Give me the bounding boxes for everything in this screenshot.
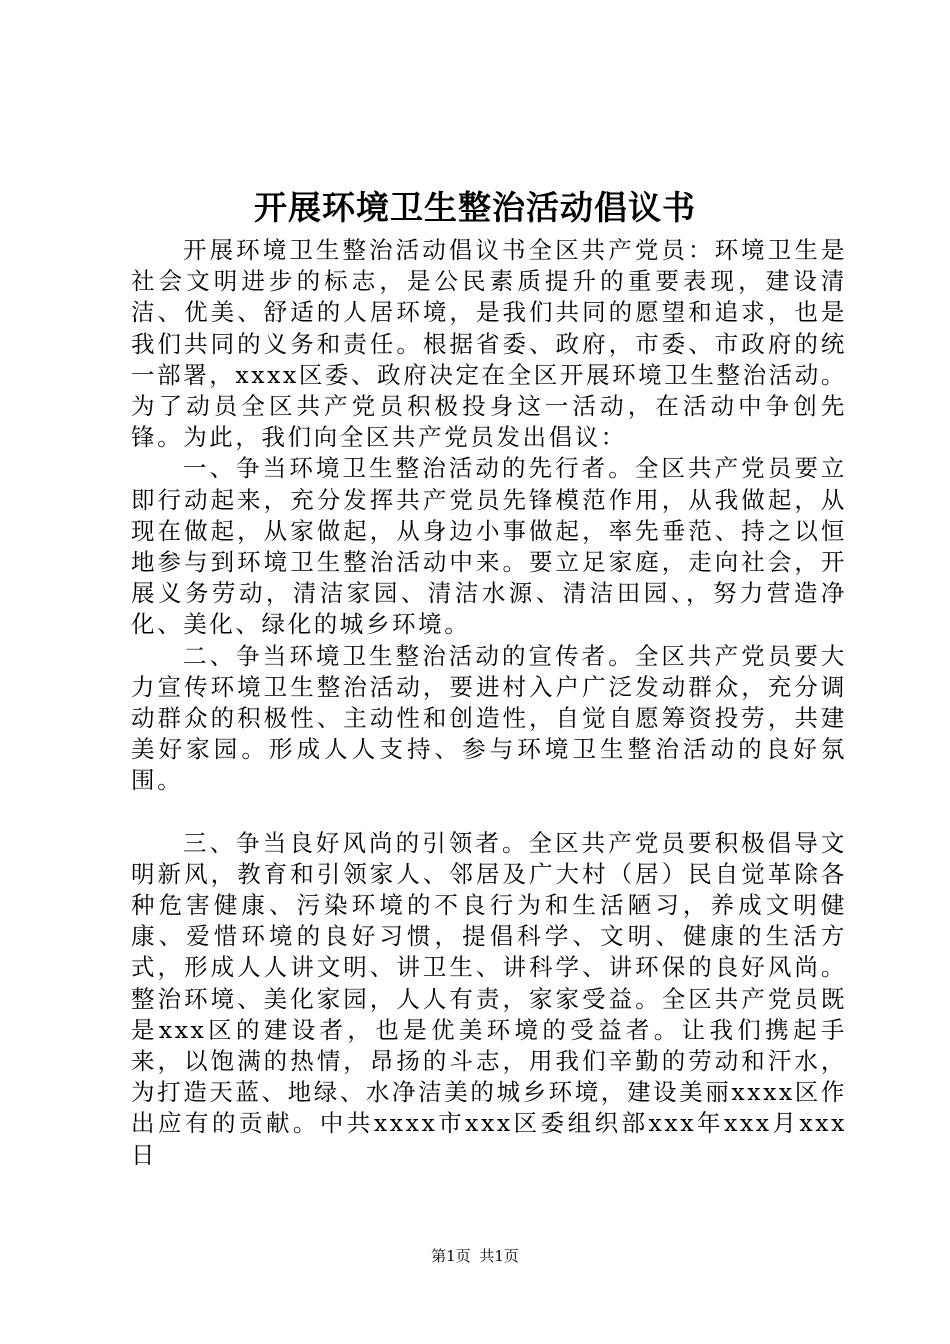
document-body bbox=[131, 235, 847, 1171]
page-footer bbox=[0, 1246, 950, 1266]
proposal-one-paragraph: 一、争当环境卫生整治活动的先行者。全区共产党员要立即行动起来，充分发挥共产党员先锋模范作用，从我做起，从现在做起，从家做起，从身边小事做起，率先垂范、持之以恒地参与到环境卫生整治活动中来。要立足家庭，走向社会，开展义务劳动，清洁家园、清洁水源、清洁田园、，努力营造净化、美化、绿化的城乡环境。 bbox=[131, 454, 847, 639]
intro-paragraph: 开展环境卫生整治活动倡议书全区共产党员：环境卫生是社会文明进步的标志，是公民素质提升的重要表现，建设清洁、优美、舒适的人居环境，是我们共同的愿望和追求，也是我们共同的义务和责任。根据省委、政府，市委、市政府的统一部署，xxxx区委、政府决定在全区开展环境卫生整治活动。为了动员全区共产党员积极投身这一活动，在活动中争创先锋。为此，我们向全区共产党员发出倡议： bbox=[131, 236, 847, 452]
proposal-two-paragraph: 二、争当环境卫生整治活动的宣传者。全区共产党员要大力宣传环境卫生整治活动，要进村入户广泛发动群众，充分调动群众的积极性、主动性和创造性，自觉自愿筹资投劳，共建美好家园。形成人人支持、参与环境卫生整治活动的良好氛围。 bbox=[131, 641, 847, 795]
document-title: 开展环境卫生整治活动倡议书 bbox=[254, 188, 696, 227]
proposal-three-paragraph: 三、争当良好风尚的引领者。全区共产党员要积极倡导文明新风，教育和引领家人、邻居及广大村（居）民自觉革除各种危害健康、污染环境的不良行为和生活陋习，养成文明健康、爱惜环境的良好习惯，提倡科学、文明、健康的生活方式，形成人人讲文明、讲卫生、讲科学、讲环保的良好风尚。整治环境、美化家园，人人有责，家家受益。全区共产党员既是xxx区的建设者，也是优美环境的受益者。让我们携起手来，以饱满的热情，昂扬的斗志，用我们辛勤的劳动和汗水，为打造天蓝、地绿、水净洁美的城乡环境，建设美丽xxxx区作出应有的贡献。中共xxxx市xxx区委组织部xxx年xxx月xxx日 bbox=[131, 828, 847, 1169]
page-total: 共1页 bbox=[479, 1247, 519, 1265]
page-number: 第1页 bbox=[431, 1247, 471, 1265]
